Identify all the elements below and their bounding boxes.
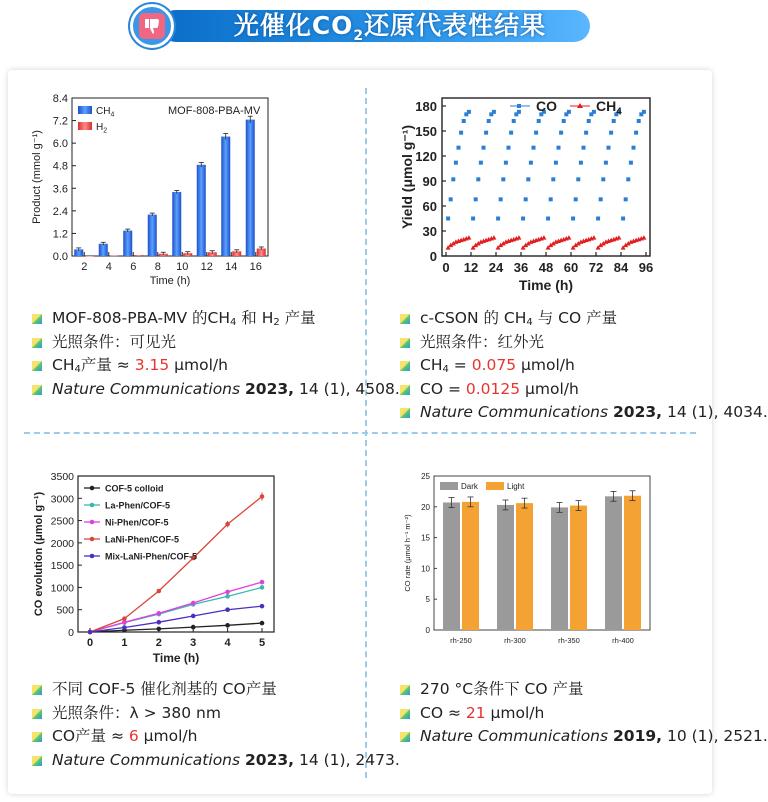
bar-ch4 xyxy=(172,192,181,256)
y-tick-label: 2000 xyxy=(50,537,74,550)
series-point xyxy=(88,630,93,635)
page-title: 光催化$CO_2$还原代表性结果 xyxy=(233,11,547,44)
panel1-caption-list xyxy=(30,307,400,401)
series-point xyxy=(225,607,230,612)
y-tick-label: 120 xyxy=(415,149,437,164)
co-point xyxy=(507,146,511,150)
co-point xyxy=(584,131,588,135)
panel1-line1: MOF-808-PBA-MV 的$CH_4$ 和 $H_2$ 产量 xyxy=(30,307,400,331)
co-point xyxy=(496,217,500,221)
bar-dark xyxy=(497,505,514,630)
co-point xyxy=(599,197,603,201)
chart-mof808-bar xyxy=(28,88,278,293)
legend-label-h2: $H_2$ xyxy=(96,122,108,135)
ch4-point xyxy=(566,235,571,240)
panel1-citation: Nature Communications 2023, 14 (1), 4508. xyxy=(30,378,400,402)
panel3-caption-list xyxy=(30,678,400,772)
co-point xyxy=(517,110,521,114)
y-tick-label: 10 xyxy=(421,564,430,574)
legend-swatch-ch4 xyxy=(78,106,92,114)
y-tick-label: 8.4 xyxy=(52,93,68,105)
co-point xyxy=(637,119,641,123)
series-point xyxy=(260,621,265,626)
chart-cof5-line xyxy=(30,470,280,665)
series-point xyxy=(122,616,127,621)
panel2-citation: Nature Communications 2023, 14 (1), 4034. xyxy=(398,401,768,425)
x-tick-label: 12 xyxy=(200,261,213,273)
y-tick-label: 0 xyxy=(429,249,437,264)
legend-marker xyxy=(90,537,95,542)
co-point xyxy=(454,161,458,165)
legend-marker xyxy=(90,486,95,491)
panel3-line1: 不同 COF-5 催化剂基的 CO产量 xyxy=(30,678,400,702)
co-point xyxy=(512,119,516,123)
co-point xyxy=(451,177,455,181)
bullet-icon xyxy=(400,314,410,324)
legend-marker xyxy=(90,554,95,559)
y-tick-label: 0.0 xyxy=(52,251,68,263)
x-tick-label: 4 xyxy=(224,637,231,649)
panel4-caption-list xyxy=(398,678,768,749)
y-tick-label: 2500 xyxy=(50,515,74,528)
bullet-icon xyxy=(32,361,42,371)
x-axis-label: Time (h) xyxy=(152,651,200,665)
bar-light xyxy=(516,503,533,630)
co-point xyxy=(596,217,600,221)
co-point xyxy=(482,146,486,150)
co-point xyxy=(462,119,466,123)
co-point xyxy=(492,110,496,114)
ch4-point xyxy=(466,235,471,240)
y-tick-label: 7.2 xyxy=(52,115,68,128)
co-point xyxy=(632,146,636,150)
ch4-point xyxy=(641,235,646,240)
y-tick-label: 90 xyxy=(422,174,437,189)
y-tick-label: 60 xyxy=(422,199,437,214)
legend-swatch-h2 xyxy=(78,122,92,130)
legend-label-ch4: $CH_4$ xyxy=(596,98,622,118)
co-point xyxy=(504,161,508,165)
panel3-line2: 光照条件：λ > 380 nm xyxy=(30,702,400,726)
x-tick-label: 4 xyxy=(105,261,112,273)
panel2-line3: $CH_4 = 0.075$ μmol/h xyxy=(398,354,768,378)
series-point xyxy=(225,590,230,595)
co-point xyxy=(571,217,575,221)
x-axis-label: Time (h) xyxy=(149,275,191,287)
y-axis-label: CO rate (μmol h⁻¹ m⁻²) xyxy=(403,514,412,592)
y-tick-label: 0 xyxy=(425,626,430,635)
bullet-icon xyxy=(400,685,410,695)
co-point xyxy=(624,197,628,201)
bullet-icon xyxy=(32,314,42,324)
co-point xyxy=(532,146,536,150)
series-point xyxy=(157,620,162,625)
co-point xyxy=(551,177,555,181)
co-point xyxy=(559,131,563,135)
co-point xyxy=(501,177,505,181)
co-point xyxy=(609,131,613,135)
ch4-point xyxy=(516,235,521,240)
series-point xyxy=(122,625,127,630)
bar-light xyxy=(570,506,587,630)
co-point xyxy=(579,161,583,165)
co-point xyxy=(487,119,491,123)
y-tick-label: 3500 xyxy=(50,471,74,483)
ch4-point xyxy=(616,235,621,240)
bullet-icon xyxy=(400,732,410,742)
co-point xyxy=(546,217,550,221)
x-tick-label: 3 xyxy=(190,637,197,649)
bar-ch4 xyxy=(148,215,157,256)
banner-badge xyxy=(130,4,174,48)
bullet-icon xyxy=(32,338,42,348)
chart-title: MOF-808-PBA-MV xyxy=(168,105,261,117)
co-point xyxy=(467,110,471,114)
x-tick-label: 0 xyxy=(86,637,94,649)
x-tick-label: 48 xyxy=(538,260,554,275)
x-tick-label: rh-300 xyxy=(504,636,526,645)
legend-label-ch4: $CH_4$ xyxy=(96,106,115,119)
y-tick-label: 4.8 xyxy=(52,160,68,173)
bullet-icon xyxy=(32,756,42,766)
co-point xyxy=(612,119,616,123)
x-tick-label: 60 xyxy=(563,260,579,275)
co-point xyxy=(587,119,591,123)
legend-label: La-Phen/COF-5 xyxy=(105,500,171,511)
ch4-point xyxy=(591,235,596,240)
x-tick-label: 5 xyxy=(258,637,266,649)
series-point xyxy=(157,627,162,632)
bar-h2 xyxy=(134,255,143,256)
x-tick-label: 36 xyxy=(513,260,529,275)
series-point xyxy=(157,611,162,616)
bar-ch4 xyxy=(123,231,132,256)
horizontal-divider xyxy=(24,432,696,434)
bullet-icon xyxy=(32,685,42,695)
co-point xyxy=(574,197,578,201)
ch4-point xyxy=(541,235,546,240)
y-tick-label: 0 xyxy=(68,627,74,639)
x-tick-label: rh-250 xyxy=(450,636,472,645)
panel3-citation: Nature Communications 2023, 14 (1), 2473. xyxy=(30,749,400,773)
co-point xyxy=(642,110,646,114)
x-tick-label: 84 xyxy=(613,260,629,275)
co-point xyxy=(629,161,633,165)
bullet-icon xyxy=(32,732,42,742)
panel1-line2: 光照条件：可见光 xyxy=(30,331,400,355)
legend-marker xyxy=(90,520,95,525)
plot-frame xyxy=(442,98,650,256)
x-tick-label: 2 xyxy=(81,261,88,273)
bullet-icon xyxy=(32,385,42,395)
x-tick-label: 0 xyxy=(442,260,450,275)
legend-label-dark: Dark xyxy=(461,482,478,491)
y-tick-label: 3000 xyxy=(50,493,74,506)
co-point xyxy=(474,197,478,201)
y-axis-label: CO evolution (μmol g⁻¹) xyxy=(33,491,45,617)
y-axis-label: Yield (μmol g⁻¹) xyxy=(399,124,415,230)
co-point xyxy=(471,217,475,221)
panel2-line2: 光照条件：红外光 xyxy=(398,331,768,355)
series-point xyxy=(260,580,265,585)
co-point xyxy=(634,131,638,135)
x-tick-label: 96 xyxy=(638,260,654,275)
bar-dark xyxy=(605,496,622,630)
x-tick-label: 14 xyxy=(225,261,238,273)
legend-marker-co xyxy=(517,104,521,108)
co-point xyxy=(549,197,553,201)
legend-swatch-dark xyxy=(440,482,458,490)
bullet-icon xyxy=(32,709,42,719)
y-tick-label: 15 xyxy=(421,533,430,543)
x-tick-label: 10 xyxy=(176,261,189,273)
panel3-line3: CO产量 ≈ 6 μmol/h xyxy=(30,725,400,749)
co-point xyxy=(446,217,450,221)
series-point xyxy=(225,594,230,599)
bar-dark xyxy=(443,502,460,630)
y-tick-label: 3.6 xyxy=(52,183,68,196)
co-point xyxy=(449,197,453,201)
y-tick-label: 1500 xyxy=(50,560,74,573)
co-point xyxy=(524,197,528,201)
y-tick-label: 5 xyxy=(425,595,430,605)
chart-co-rate-bar xyxy=(398,470,658,655)
y-tick-label: 30 xyxy=(422,224,437,239)
panel4-citation: Nature Communications 2019, 10 (1), 2521. xyxy=(398,725,768,749)
bar-ch4 xyxy=(99,244,108,256)
co-point xyxy=(476,177,480,181)
y-tick-label: 180 xyxy=(415,99,437,114)
x-tick-label: 1 xyxy=(121,637,128,649)
panel2-line1: c-CSON 的 $CH_4$ 与 CO 产量 xyxy=(398,307,768,331)
header-banner xyxy=(130,4,590,48)
bar-h2 xyxy=(85,256,94,257)
co-point xyxy=(526,177,530,181)
bar-light xyxy=(462,502,479,630)
y-tick-label: 25 xyxy=(421,472,430,481)
ch4-point xyxy=(491,235,496,240)
co-point xyxy=(621,217,625,221)
co-point xyxy=(607,146,611,150)
bullet-icon xyxy=(400,408,410,418)
series-point xyxy=(260,604,265,609)
legend-label: LaNi-Phen/COF-5 xyxy=(105,534,180,545)
bullet-icon xyxy=(400,385,410,395)
series-point xyxy=(225,623,230,628)
legend-label: Ni-Phen/COF-5 xyxy=(105,517,169,528)
co-point xyxy=(484,131,488,135)
legend-label-light: Light xyxy=(507,482,525,491)
series-point xyxy=(260,585,265,590)
co-point xyxy=(479,161,483,165)
x-tick-label: rh-350 xyxy=(558,636,580,645)
x-tick-label: 8 xyxy=(154,261,161,273)
bar-ch4 xyxy=(221,137,230,256)
legend-swatch-light xyxy=(486,482,504,490)
co-point xyxy=(459,131,463,135)
legend-label-co: CO xyxy=(536,98,557,114)
y-tick-label: 500 xyxy=(56,604,74,617)
co-point xyxy=(457,146,461,150)
co-point xyxy=(604,161,608,165)
co-point xyxy=(521,217,525,221)
x-axis-label: Time (h) xyxy=(518,277,574,293)
x-tick-label: 12 xyxy=(463,260,479,275)
panel2-line4: CO = 0.0125 μmol/h xyxy=(398,378,768,402)
x-tick-label: rh-400 xyxy=(612,636,634,645)
legend-label: Mix-LaNi-Phen/COF-5 xyxy=(105,551,198,562)
x-tick-label: 16 xyxy=(249,261,262,273)
legend-marker xyxy=(90,503,95,508)
co-point xyxy=(554,161,558,165)
series-point xyxy=(191,601,196,606)
x-tick-label: 2 xyxy=(155,637,162,649)
panel2-caption-list xyxy=(398,307,768,425)
co-point xyxy=(499,197,503,201)
co-point xyxy=(509,131,513,135)
panel4-line1: 270 °C条件下 CO 产量 xyxy=(398,678,768,702)
bar-dark xyxy=(551,507,568,630)
panel1-line3: $CH_4$产量 ≈ 3.15 μmol/h xyxy=(30,354,400,378)
x-tick-label: 72 xyxy=(588,260,604,275)
co-point xyxy=(601,177,605,181)
bar-h2 xyxy=(110,256,119,257)
y-tick-label: 20 xyxy=(421,502,430,512)
panel4-line2: CO ≈ 21 μmol/h xyxy=(398,702,768,726)
y-tick-label: 6.0 xyxy=(52,138,68,151)
co-point xyxy=(529,161,533,165)
co-point xyxy=(576,177,580,181)
co-point xyxy=(562,119,566,123)
co-point xyxy=(626,177,630,181)
bullet-icon xyxy=(400,709,410,719)
co-point xyxy=(557,146,561,150)
chart-ccson-yield xyxy=(398,88,660,293)
co-point xyxy=(534,131,538,135)
y-tick-label: 1000 xyxy=(50,582,74,595)
y-tick-label: 2.4 xyxy=(52,205,68,218)
series-point xyxy=(191,625,196,630)
bar-ch4 xyxy=(246,120,255,256)
y-axis-label: Product (mmol g⁻¹) xyxy=(31,130,43,224)
bullet-icon xyxy=(400,338,410,348)
co-point xyxy=(582,146,586,150)
y-tick-label: 150 xyxy=(415,124,437,139)
x-tick-label: 24 xyxy=(488,260,504,275)
bar-ch4 xyxy=(197,165,206,256)
y-tick-label: 1.2 xyxy=(52,228,68,241)
x-tick-label: 6 xyxy=(130,261,137,273)
co-point xyxy=(537,119,541,123)
bar-light xyxy=(624,496,641,630)
bullet-icon xyxy=(400,361,410,371)
series-point xyxy=(191,614,196,619)
thumbs-down-icon xyxy=(139,13,165,39)
co-point xyxy=(567,110,571,114)
legend-label: COF-5 colloid xyxy=(105,483,164,494)
